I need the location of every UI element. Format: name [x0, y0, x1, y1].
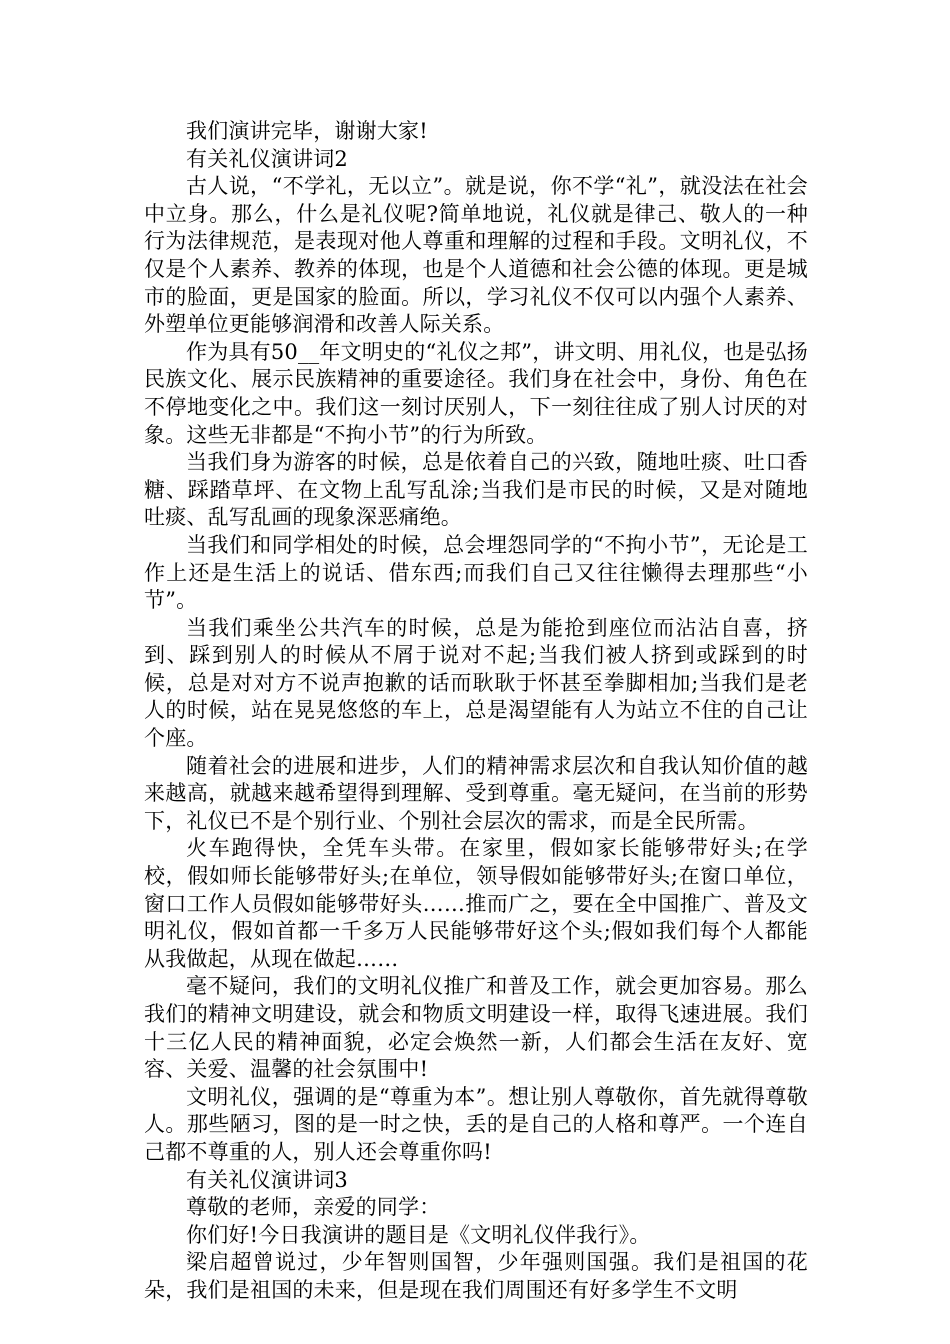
paragraph: 梁启超曾说过，少年智则国智，少年强则国强。我们是祖国的花朵，我们是祖国的未来，但是现在我们周围还有好多学生不文明: [144, 1250, 808, 1302]
paragraph: 火车跑得快，全凭车头带。在家里，假如家长能够带好头;在学校，假如师长能够带好头;在单位，领导假如能够带好头;在窗口单位，窗口工作人员假如能够带好头……推而广之，要在全中国推广、普及文明礼仪，假如首都一千多万人民能够带好这个头;假如我们每个人都能从我做起，从现在做起……: [144, 836, 808, 971]
paragraph: 当我们和同学相处的时候，总会埋怨同学的“不拘小节”，无论是工作上还是生活上的说话、借东西;而我们自己又往往懒得去理那些“小节”。: [144, 532, 808, 613]
salutation: 尊敬的老师，亲爱的同学：: [186, 1195, 441, 1220]
paragraph: 文明礼仪，强调的是“尊重为本”。想让别人尊敬你，首先就得尊敬人。那些陋习，图的是一时之快，丢的是自己的人格和尊严。一个连自己都不尊重的人，别人还会尊重你吗!: [144, 1084, 808, 1164]
paragraph: 随着社会的进展和进步，人们的精神需求层次和自我认知价值的越来越高，就越来越希望得到理解、受到尊重。毫无疑问，在当前的形势下，礼仪已不是个别行业、个别社会层次的需求，而是全民所需。: [144, 753, 808, 833]
paragraph: 作为具有50__年文明史的“礼仪之邦”，讲文明、用礼仪，也是弘扬民族文化、展示民族精神的重要途径。我们身在社会中，身份、角色在不停地变化之中。我们这一刻讨厌别人，下一刻往往成了别人讨厌的对象。这些无非都是“不拘小节”的行为所致。: [144, 339, 808, 447]
section-heading-2: 有关礼仪演讲词2: [186, 146, 348, 171]
section-heading-3: 有关礼仪演讲词3: [186, 1167, 348, 1192]
paragraph: 毫不疑问，我们的文明礼仪推广和普及工作，就会更加容易。那么我们的精神文明建设，就会和物质文明建设一样，取得飞速进展。我们十三亿人民的精神面貌，必定会焕然一新，人们都会生活在友好、宽容、关爱、温馨的社会氛围中!: [144, 974, 808, 1082]
paragraph: 古人说，“不学礼，无以立”。就是说，你不学“礼”，就没法在社会中立身。那么，什么是礼仪呢?简单地说，礼仪就是律己、敬人的一种行为法律规范，是表现对他人尊重和理解的过程和手段。文明礼仪，不仅是个人素养、教养的体现，也是个人道德和社会公德的体现。更是城市的脸面，更是国家的脸面。所以，学习礼仪不仅可以内强个人素养、外塑单位更能够润滑和改善人际关系。: [144, 174, 808, 337]
paragraph: 你们好!今日我演讲的题目是《文明礼仪伴我行》。: [186, 1222, 651, 1247]
closing-line: 我们演讲完毕，谢谢大家!: [186, 119, 428, 143]
paragraph: 当我们乘坐公共汽车的时候，总是为能抢到座位而沾沾自喜，挤到、踩到别人的时候从不屑于说对不起;当我们被人挤到或踩到的时候，总是对对方不说声抱歉的话而耿耿于怀甚至拳脚相加;当我们是老人的时候，站在晃晃悠悠的车上，总是渴望能有人为站立不住的自己让个座。: [144, 615, 808, 751]
document-body: [144, 118, 808, 1305]
paragraph: 当我们身为游客的时候，总是依着自己的兴致，随地吐痰、吐口香糖、踩踏草坪、在文物上乱写乱涂;当我们是市民的时候，又是对随地吐痰、乱写乱画的现象深恶痛绝。: [144, 450, 808, 530]
